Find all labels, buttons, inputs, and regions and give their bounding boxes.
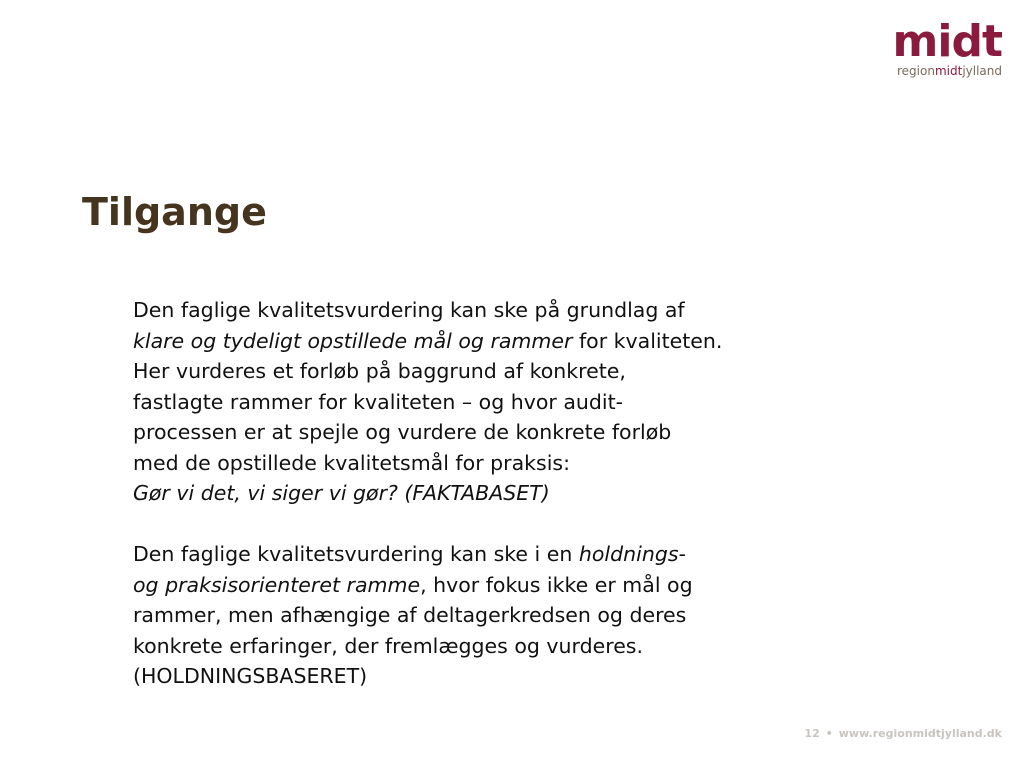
text-line: rammer, men afhængige af deltagerkredsen og deres [133, 603, 687, 627]
text-span: , hvor fokus ikke er mål og [420, 572, 693, 597]
emphasis-text: klare og tydeligt opstillede mål og rammer [133, 328, 573, 353]
text-line: Her vurderes et forløb på baggrund af konkrete, [133, 359, 626, 383]
region-logo [878, 16, 1002, 78]
page-number: 12 [804, 727, 820, 740]
text-span: for kvaliteten. [572, 328, 723, 353]
logo-sub-jylland: jylland [962, 64, 1002, 78]
text-line: konkrete erfaringer, der fremlægges og vurderes. [133, 633, 644, 658]
text-line: fastlagte rammer for kvaliteten – og hvor audit- [133, 389, 624, 414]
emphasis-text: holdnings- [578, 542, 686, 566]
logo-wordmark: midt [892, 16, 1002, 67]
slide-body [133, 295, 933, 692]
logo-sub-region: region [897, 64, 935, 78]
text-line: processen er at spejle og vurdere de konkrete forløb [133, 420, 672, 444]
text-span: Den faglige kvalitetsvurdering kan ske i en [133, 542, 579, 566]
paragraph-faktabaset [133, 295, 933, 509]
text-line [133, 478, 933, 509]
text-line [133, 326, 933, 357]
paragraph-holdningsbaseret [133, 539, 933, 692]
text-line: med de opstillede kvalitetsmål for praksis: [133, 450, 570, 475]
text-line: Den faglige kvalitetsvurdering kan ske på grundlag af [133, 298, 685, 322]
emphasis-text: og praksisorienteret ramme [133, 572, 421, 597]
slide-footer [804, 727, 1002, 740]
text-line [133, 539, 933, 570]
footer-separator: • [825, 727, 833, 740]
slide-title: Tilgange [82, 190, 267, 234]
logo-subtitle [878, 64, 1002, 78]
text-line [133, 570, 933, 601]
paragraph-gap [133, 509, 933, 540]
emphasis-text: Gør vi det, vi siger vi gør? (FAKTABASET) [133, 481, 550, 505]
footer-url: www.regionmidtjylland.dk [838, 727, 1002, 740]
text-line: (HOLDNINGSBASERET) [133, 664, 368, 688]
logo-sub-midt: midt [934, 64, 963, 78]
